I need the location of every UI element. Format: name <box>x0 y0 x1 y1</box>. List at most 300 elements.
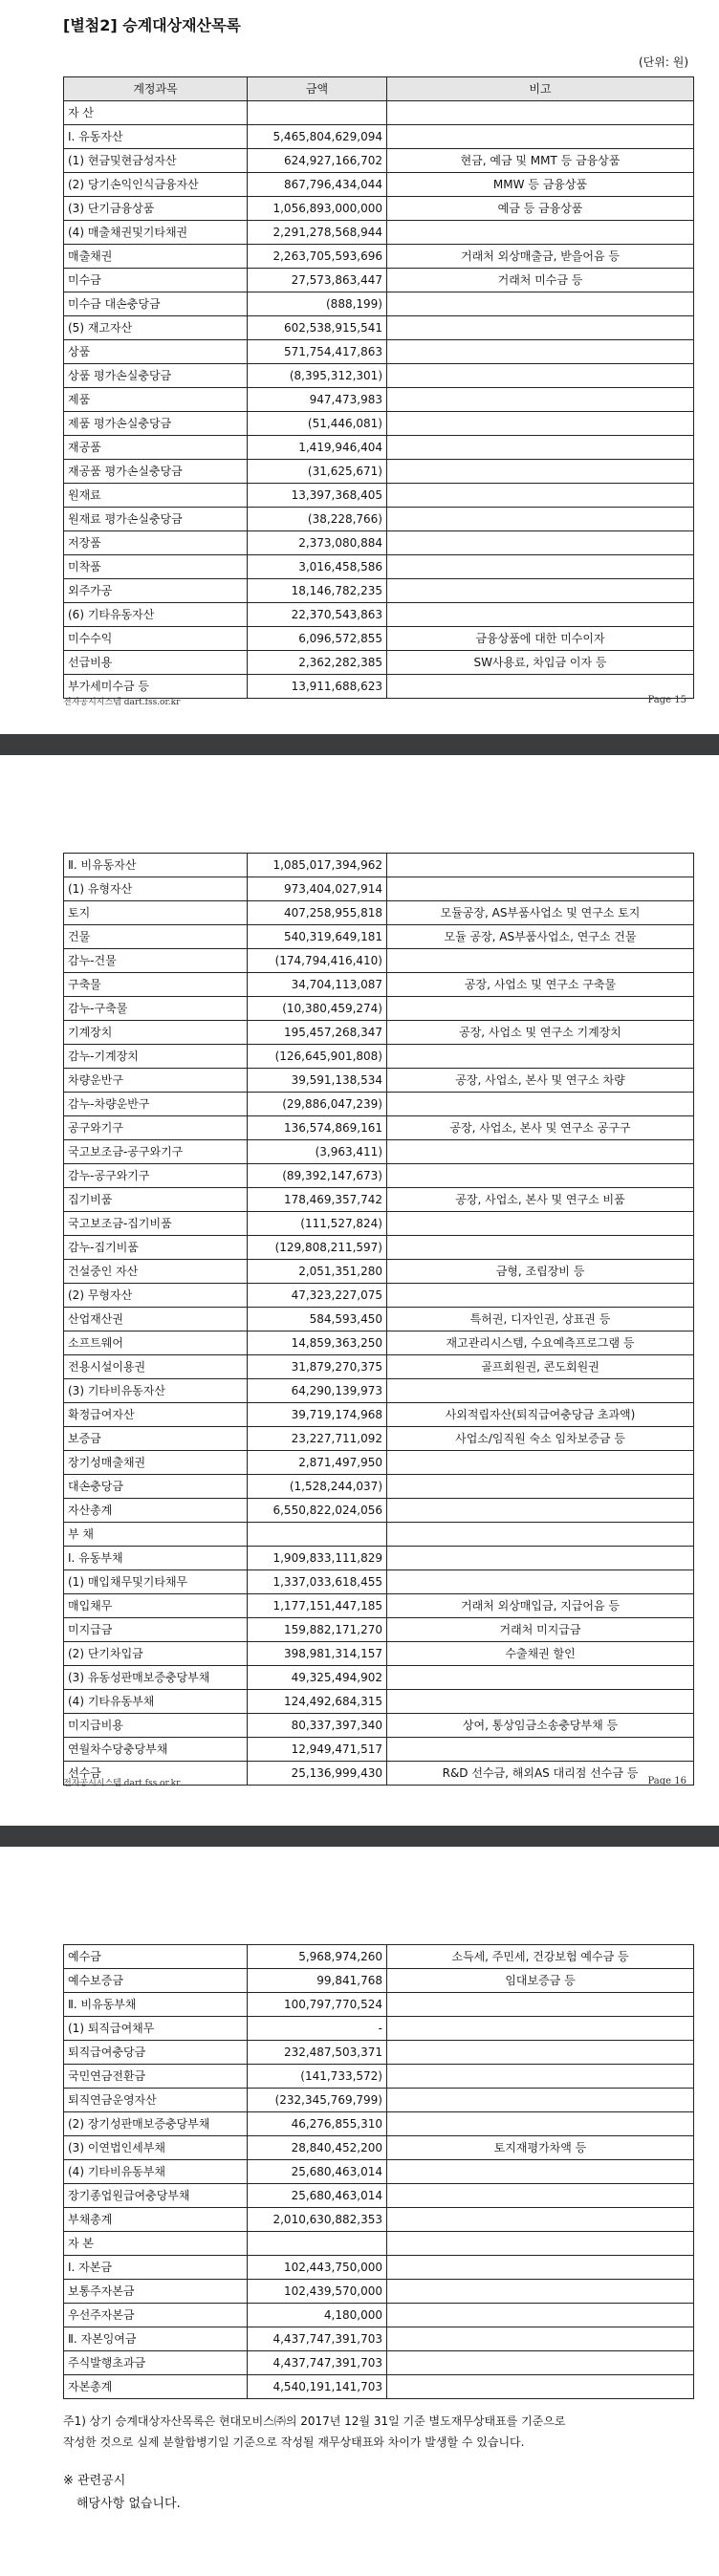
table-row <box>64 603 694 627</box>
remark-cell <box>387 1547 694 1570</box>
amount-cell: 4,437,747,391,703 <box>248 2351 387 2375</box>
account-cell: 국고보조금-집기비품 <box>64 1212 248 1236</box>
account-cell: (5) 재고자산 <box>64 316 248 340</box>
table-row <box>64 1570 694 1594</box>
table-row <box>64 484 694 508</box>
table-row <box>64 1993 694 2017</box>
remark-cell <box>387 1164 694 1188</box>
amount-cell: 602,538,915,541 <box>248 316 387 340</box>
remark-cell <box>387 2375 694 2399</box>
page-number: Page 15 <box>647 695 686 705</box>
amount-cell: 39,591,138,534 <box>248 1069 387 1093</box>
remark-cell: 공장, 사업소 및 연구소 구축물 <box>387 973 694 997</box>
amount-cell: 23,227,711,092 <box>248 1427 387 1451</box>
amount-cell: 3,016,458,586 <box>248 555 387 579</box>
account-cell: 토지 <box>64 901 248 925</box>
account-cell: (1) 유형자산 <box>64 877 248 901</box>
amount-cell: (126,645,901,808) <box>248 1045 387 1069</box>
table-row <box>64 1308 694 1331</box>
account-cell: 예수금 <box>64 1945 248 1969</box>
table-row <box>64 2304 694 2327</box>
remark-cell <box>387 2112 694 2136</box>
account-cell: 집기비품 <box>64 1188 248 1212</box>
remark-cell <box>387 2017 694 2041</box>
account-cell: 미지급비용 <box>64 1714 248 1738</box>
table-row <box>64 1164 694 1188</box>
remark-cell: R&D 선수금, 해외AS 대리점 선수금 등 <box>387 1762 694 1786</box>
amount-cell <box>248 2232 387 2256</box>
table-row <box>64 555 694 579</box>
table-row <box>64 221 694 245</box>
remark-cell: 공장, 사업소, 본사 및 연구소 공구구 <box>387 1116 694 1140</box>
remark-cell <box>387 484 694 508</box>
remark-cell <box>387 388 694 412</box>
account-cell: 장기종업원급여충당부채 <box>64 2184 248 2208</box>
account-cell: 국민연금전환금 <box>64 2065 248 2089</box>
amount-cell: 159,882,171,270 <box>248 1618 387 1642</box>
table-row <box>64 149 694 173</box>
remark-cell <box>387 1523 694 1547</box>
table-row <box>64 125 694 149</box>
account-cell: 부 채 <box>64 1523 248 1547</box>
remark-cell <box>387 531 694 555</box>
amount-cell: 2,291,278,568,944 <box>248 221 387 245</box>
table-row <box>64 245 694 269</box>
account-cell: (4) 매출채권및기타채권 <box>64 221 248 245</box>
remark-cell <box>387 1236 694 1260</box>
account-cell: 감누-구축물 <box>64 997 248 1021</box>
remark-cell: 거래처 미수금 등 <box>387 269 694 292</box>
remark-cell <box>387 2065 694 2089</box>
remark-cell: 특허권, 디자인권, 상표권 등 <box>387 1308 694 1331</box>
remark-cell <box>387 579 694 603</box>
remark-cell <box>387 603 694 627</box>
table-row <box>64 101 694 125</box>
amount-cell: 2,051,351,280 <box>248 1260 387 1284</box>
account-cell: Ⅱ. 비유동부채 <box>64 1993 248 2017</box>
table-row <box>64 1642 694 1666</box>
account-cell: 외주가공 <box>64 579 248 603</box>
table-row <box>64 364 694 388</box>
amount-cell: 124,492,684,315 <box>248 1690 387 1714</box>
remark-cell <box>387 460 694 484</box>
amount-cell: 25,136,999,430 <box>248 1762 387 1786</box>
remark-cell: 현금, 예금 및 MMT 등 금융상품 <box>387 149 694 173</box>
table-row <box>64 1523 694 1547</box>
document-title: [별첨2] 승계대상재산목록 <box>63 16 241 34</box>
remark-cell <box>387 997 694 1021</box>
remark-cell <box>387 2304 694 2327</box>
amount-cell: (89,392,147,673) <box>248 1164 387 1188</box>
table-row <box>64 579 694 603</box>
remark-cell: 재고관리시스템, 수요예측프로그램 등 <box>387 1331 694 1355</box>
footnote-line-2: 작성한 것으로 실제 분할합병기일 기준으로 작성될 재무상태표와 차이가 발생할 수 있습니다. <box>63 2435 525 2449</box>
table-row <box>64 508 694 531</box>
remark-cell <box>387 1212 694 1236</box>
account-cell: 보증금 <box>64 1427 248 1451</box>
remark-cell <box>387 125 694 149</box>
account-cell: 감누-집기비품 <box>64 1236 248 1260</box>
table-row <box>64 1427 694 1451</box>
remark-cell <box>387 2232 694 2256</box>
account-cell: 전용시설이용권 <box>64 1355 248 1379</box>
table-row <box>64 1499 694 1523</box>
account-cell: 공구와기구 <box>64 1116 248 1140</box>
account-cell: 상품 <box>64 340 248 364</box>
account-cell: 장기성매출채권 <box>64 1451 248 1475</box>
amount-cell: (10,380,459,274) <box>248 997 387 1021</box>
table-row <box>64 412 694 436</box>
amount-cell: 178,469,357,742 <box>248 1188 387 1212</box>
remark-cell <box>387 2256 694 2280</box>
table-row <box>64 269 694 292</box>
amount-cell: (232,345,769,799) <box>248 2089 387 2112</box>
remark-cell <box>387 1093 694 1116</box>
footnote-line-1: 주1) 상기 승계대상자산목록은 현대모비스㈜의 2017년 12월 31일 기준 별도재무상태표를 기준으로 <box>63 2414 566 2428</box>
table-row <box>64 1379 694 1403</box>
related-disclosure <box>63 2470 181 2516</box>
amount-cell: 4,540,191,141,703 <box>248 2375 387 2399</box>
amount-cell: 232,487,503,371 <box>248 2041 387 2065</box>
amount-cell: 407,258,955,818 <box>248 901 387 925</box>
remark-cell: 임대보증금 등 <box>387 1969 694 1993</box>
related-disclosure-title: ※ 관련공시 <box>63 2474 126 2488</box>
amount-cell: 5,465,804,629,094 <box>248 125 387 149</box>
amount-cell: 28,840,452,200 <box>248 2136 387 2160</box>
remark-cell: SW사용료, 차입금 이자 등 <box>387 651 694 675</box>
amount-cell: 2,263,705,593,696 <box>248 245 387 269</box>
account-cell: 건물 <box>64 925 248 949</box>
amount-cell <box>248 101 387 125</box>
remark-cell: 소득세, 주민세, 건강보험 예수금 등 <box>387 1945 694 1969</box>
amount-cell: 571,754,417,863 <box>248 340 387 364</box>
table-row <box>64 436 694 460</box>
table-row <box>64 197 694 221</box>
amount-cell: 1,909,833,111,829 <box>248 1547 387 1570</box>
amount-cell: 1,056,893,000,000 <box>248 197 387 221</box>
amount-cell: 4,437,747,391,703 <box>248 2327 387 2351</box>
table-row <box>64 2232 694 2256</box>
asset-table-part2 <box>63 853 694 1786</box>
account-cell: 자 산 <box>64 101 248 125</box>
remark-cell <box>387 1451 694 1475</box>
amount-cell: 1,085,017,394,962 <box>248 854 387 877</box>
remark-cell: 거래처 외상매출금, 받을어음 등 <box>387 245 694 269</box>
table-row <box>64 2017 694 2041</box>
account-cell: 산업재산권 <box>64 1308 248 1331</box>
table-row <box>64 2375 694 2399</box>
table-row <box>64 1116 694 1140</box>
account-cell: (6) 기타유동자산 <box>64 603 248 627</box>
table-row <box>64 2256 694 2280</box>
account-cell: 소프트웨어 <box>64 1331 248 1355</box>
account-cell: 재공품 <box>64 436 248 460</box>
amount-cell: 46,276,855,310 <box>248 2112 387 2136</box>
remark-cell: 거래처 외상매입금, 지급어음 등 <box>387 1594 694 1618</box>
account-cell: 미수금 대손충당금 <box>64 292 248 316</box>
account-cell: 퇴직연금운영자산 <box>64 2089 248 2112</box>
account-cell: Ⅰ. 자본금 <box>64 2256 248 2280</box>
table-row <box>64 2351 694 2375</box>
amount-cell: (51,446,081) <box>248 412 387 436</box>
amount-cell: (3,963,411) <box>248 1140 387 1164</box>
table-row <box>64 651 694 675</box>
account-cell: 재공품 평가손실충당금 <box>64 460 248 484</box>
amount-cell: 5,968,974,260 <box>248 1945 387 1969</box>
amount-cell: 25,680,463,014 <box>248 2184 387 2208</box>
account-cell: 감누-건물 <box>64 949 248 973</box>
remark-cell: 상여, 통상임금소송충당부채 등 <box>387 1714 694 1738</box>
remark-cell: 사업소/임직원 숙소 임차보증금 등 <box>387 1427 694 1451</box>
remark-cell <box>387 292 694 316</box>
amount-cell: - <box>248 2017 387 2041</box>
table-row <box>64 1403 694 1427</box>
asset-table-part3 <box>63 1944 694 2399</box>
account-cell: 우선주자본금 <box>64 2304 248 2327</box>
account-cell: (3) 기타비유동자산 <box>64 1379 248 1403</box>
table-row <box>64 1969 694 1993</box>
account-cell: 건설중인 자산 <box>64 1260 248 1284</box>
table-row <box>64 1714 694 1738</box>
remark-cell <box>387 2160 694 2184</box>
table-row <box>64 1140 694 1164</box>
table-row <box>64 2208 694 2232</box>
account-cell: 연월차수당충당부채 <box>64 1738 248 1762</box>
remark-cell: 공장, 사업소, 본사 및 연구소 차량 <box>387 1069 694 1093</box>
remark-cell <box>387 2280 694 2304</box>
table-row <box>64 1355 694 1379</box>
amount-cell: 100,797,770,524 <box>248 1993 387 2017</box>
account-cell: 대손충당금 <box>64 1475 248 1499</box>
account-cell: 퇴직급여충당금 <box>64 2041 248 2065</box>
account-cell: 차량운반구 <box>64 1069 248 1093</box>
table-row <box>64 925 694 949</box>
remark-cell <box>387 1284 694 1308</box>
table-row <box>64 460 694 484</box>
table-row <box>64 2184 694 2208</box>
remark-cell: 수출채권 할인 <box>387 1642 694 1666</box>
remark-cell: 금형, 조립장비 등 <box>387 1260 694 1284</box>
remark-cell <box>387 316 694 340</box>
remark-cell <box>387 2208 694 2232</box>
amount-cell: 1,419,946,404 <box>248 436 387 460</box>
remark-cell: 모듈 공장, AS부품사업소, 연구소 건물 <box>387 925 694 949</box>
account-cell: (1) 퇴직급여채무 <box>64 2017 248 2041</box>
account-cell: Ⅱ. 비유동자산 <box>64 854 248 877</box>
table-row <box>64 292 694 316</box>
amount-cell: 6,550,822,024,056 <box>248 1499 387 1523</box>
header-remark: 비고 <box>387 77 694 101</box>
asset-table-part1 <box>63 76 694 699</box>
amount-cell: 47,323,227,075 <box>248 1284 387 1308</box>
account-cell: (4) 기타비유동부채 <box>64 2160 248 2184</box>
amount-cell: (8,395,312,301) <box>248 364 387 388</box>
amount-cell: 136,574,869,161 <box>248 1116 387 1140</box>
amount-cell: (29,886,047,239) <box>248 1093 387 1116</box>
account-cell: 구축물 <box>64 973 248 997</box>
account-cell: Ⅱ. 자본잉여금 <box>64 2327 248 2351</box>
amount-cell: (174,794,416,410) <box>248 949 387 973</box>
table-header-row <box>64 77 694 101</box>
account-cell: 매입채무 <box>64 1594 248 1618</box>
table-row <box>64 1451 694 1475</box>
amount-cell: 2,010,630,882,353 <box>248 2208 387 2232</box>
remark-cell <box>387 412 694 436</box>
remark-cell <box>387 2184 694 2208</box>
table-row <box>64 1618 694 1642</box>
related-disclosure-body: 해당사항 없습니다. <box>76 2497 181 2511</box>
account-cell: (1) 매입채무및기타채무 <box>64 1570 248 1594</box>
account-cell: 미지급금 <box>64 1618 248 1642</box>
amount-cell: 4,180,000 <box>248 2304 387 2327</box>
account-cell: (2) 당기손익인식금융자산 <box>64 173 248 197</box>
amount-cell: (129,808,211,597) <box>248 1236 387 1260</box>
remark-cell <box>387 1690 694 1714</box>
account-cell: 저장품 <box>64 531 248 555</box>
table-row <box>64 531 694 555</box>
account-cell: 선급비용 <box>64 651 248 675</box>
remark-cell <box>387 1993 694 2017</box>
amount-cell: (141,733,572) <box>248 2065 387 2089</box>
remark-cell: 모듈공장, AS부품사업소 및 연구소 토지 <box>387 901 694 925</box>
amount-cell: 584,593,450 <box>248 1308 387 1331</box>
amount-cell: 13,397,368,405 <box>248 484 387 508</box>
account-cell: 자본총계 <box>64 2375 248 2399</box>
account-cell: 감누-기계장치 <box>64 1045 248 1069</box>
table-row <box>64 627 694 651</box>
account-cell: 부가세미수금 등 <box>64 675 248 699</box>
remark-cell <box>387 221 694 245</box>
account-cell: 제품 평가손실충당금 <box>64 412 248 436</box>
remark-cell <box>387 949 694 973</box>
amount-cell: 22,370,543,863 <box>248 603 387 627</box>
account-cell: 원재료 <box>64 484 248 508</box>
amount-cell: 867,796,434,044 <box>248 173 387 197</box>
table-row <box>64 1738 694 1762</box>
footer-source: 전자공시시스템 dart.fss.or.kr <box>63 1779 181 1788</box>
table-row <box>64 1475 694 1499</box>
account-cell: 감누-공구와기구 <box>64 1164 248 1188</box>
amount-cell: 12,949,471,517 <box>248 1738 387 1762</box>
table-row <box>64 2327 694 2351</box>
remark-cell <box>387 2327 694 2351</box>
table-row <box>64 316 694 340</box>
table-row <box>64 2160 694 2184</box>
amount-cell: 2,362,282,385 <box>248 651 387 675</box>
account-cell: 자 본 <box>64 2232 248 2256</box>
table-row <box>64 1690 694 1714</box>
amount-cell: 99,841,768 <box>248 1969 387 1993</box>
account-cell: 선수금 <box>64 1762 248 1786</box>
table-row <box>64 2112 694 2136</box>
unit-label: (단위: 원) <box>639 55 688 69</box>
account-cell: 상품 평가손실충당금 <box>64 364 248 388</box>
amount-cell: (38,228,766) <box>248 508 387 531</box>
remark-cell: 예금 등 금융상품 <box>387 197 694 221</box>
amount-cell: 2,373,080,884 <box>248 531 387 555</box>
account-cell: (1) 현금및현금성자산 <box>64 149 248 173</box>
amount-cell: 39,719,174,968 <box>248 1403 387 1427</box>
document-page-15 <box>0 0 719 734</box>
account-cell: 원재료 평가손실충당금 <box>64 508 248 531</box>
table-row <box>64 1212 694 1236</box>
amount-cell: (1,528,244,037) <box>248 1475 387 1499</box>
remark-cell <box>387 1475 694 1499</box>
table-row <box>64 1945 694 1969</box>
account-cell: 확정급여자산 <box>64 1403 248 1427</box>
amount-cell: 1,177,151,447,185 <box>248 1594 387 1618</box>
table-row <box>64 1045 694 1069</box>
remark-cell: 공장, 사업소, 본사 및 연구소 비품 <box>387 1188 694 1212</box>
account-cell: 부채총계 <box>64 2208 248 2232</box>
amount-cell <box>248 1523 387 1547</box>
account-cell: (2) 단기차입금 <box>64 1642 248 1666</box>
amount-cell: 624,927,166,702 <box>248 149 387 173</box>
amount-cell: 34,704,113,087 <box>248 973 387 997</box>
remark-cell <box>387 436 694 460</box>
table-row <box>64 854 694 877</box>
remark-cell: MMW 등 금융상품 <box>387 173 694 197</box>
table-row <box>64 997 694 1021</box>
account-cell: (3) 이연법인세부채 <box>64 2136 248 2160</box>
amount-cell: 947,473,983 <box>248 388 387 412</box>
page-number: Page 16 <box>647 1776 686 1786</box>
amount-cell: 398,981,314,157 <box>248 1642 387 1666</box>
account-cell: 자산총계 <box>64 1499 248 1523</box>
account-cell: 미착품 <box>64 555 248 579</box>
remark-cell <box>387 877 694 901</box>
table-row <box>64 1093 694 1116</box>
table-row <box>64 1021 694 1045</box>
table-row <box>64 1331 694 1355</box>
table-row <box>64 1236 694 1260</box>
remark-cell <box>387 340 694 364</box>
remark-cell <box>387 1570 694 1594</box>
header-account: 계정과목 <box>64 77 248 101</box>
account-cell: Ⅰ. 유동부채 <box>64 1547 248 1570</box>
table-row <box>64 2041 694 2065</box>
amount-cell: 64,290,139,973 <box>248 1379 387 1403</box>
remark-cell <box>387 364 694 388</box>
remark-cell: 골프회원권, 콘도회원권 <box>387 1355 694 1379</box>
table-row <box>64 973 694 997</box>
account-cell: (4) 기타유동부채 <box>64 1690 248 1714</box>
amount-cell: 25,680,463,014 <box>248 2160 387 2184</box>
account-cell: (2) 장기성판매보증충당부채 <box>64 2112 248 2136</box>
amount-cell: 18,146,782,235 <box>248 579 387 603</box>
footnote <box>63 2411 693 2453</box>
table-row <box>64 1666 694 1690</box>
table-row <box>64 2089 694 2112</box>
table-row <box>64 1594 694 1618</box>
account-cell: 제품 <box>64 388 248 412</box>
amount-cell: 2,871,497,950 <box>248 1451 387 1475</box>
table-row <box>64 1547 694 1570</box>
document-page-17 <box>0 1847 719 2576</box>
amount-cell: (111,527,824) <box>248 1212 387 1236</box>
account-cell: 미수금 <box>64 269 248 292</box>
account-cell: (3) 단기금융상품 <box>64 197 248 221</box>
remark-cell <box>387 1140 694 1164</box>
amount-cell: 102,439,570,000 <box>248 2280 387 2304</box>
amount-cell: 195,457,268,347 <box>248 1021 387 1045</box>
remark-cell <box>387 555 694 579</box>
table-row <box>64 2280 694 2304</box>
amount-cell: 27,573,863,447 <box>248 269 387 292</box>
remark-cell <box>387 854 694 877</box>
amount-cell: 973,404,027,914 <box>248 877 387 901</box>
remark-cell <box>387 1379 694 1403</box>
